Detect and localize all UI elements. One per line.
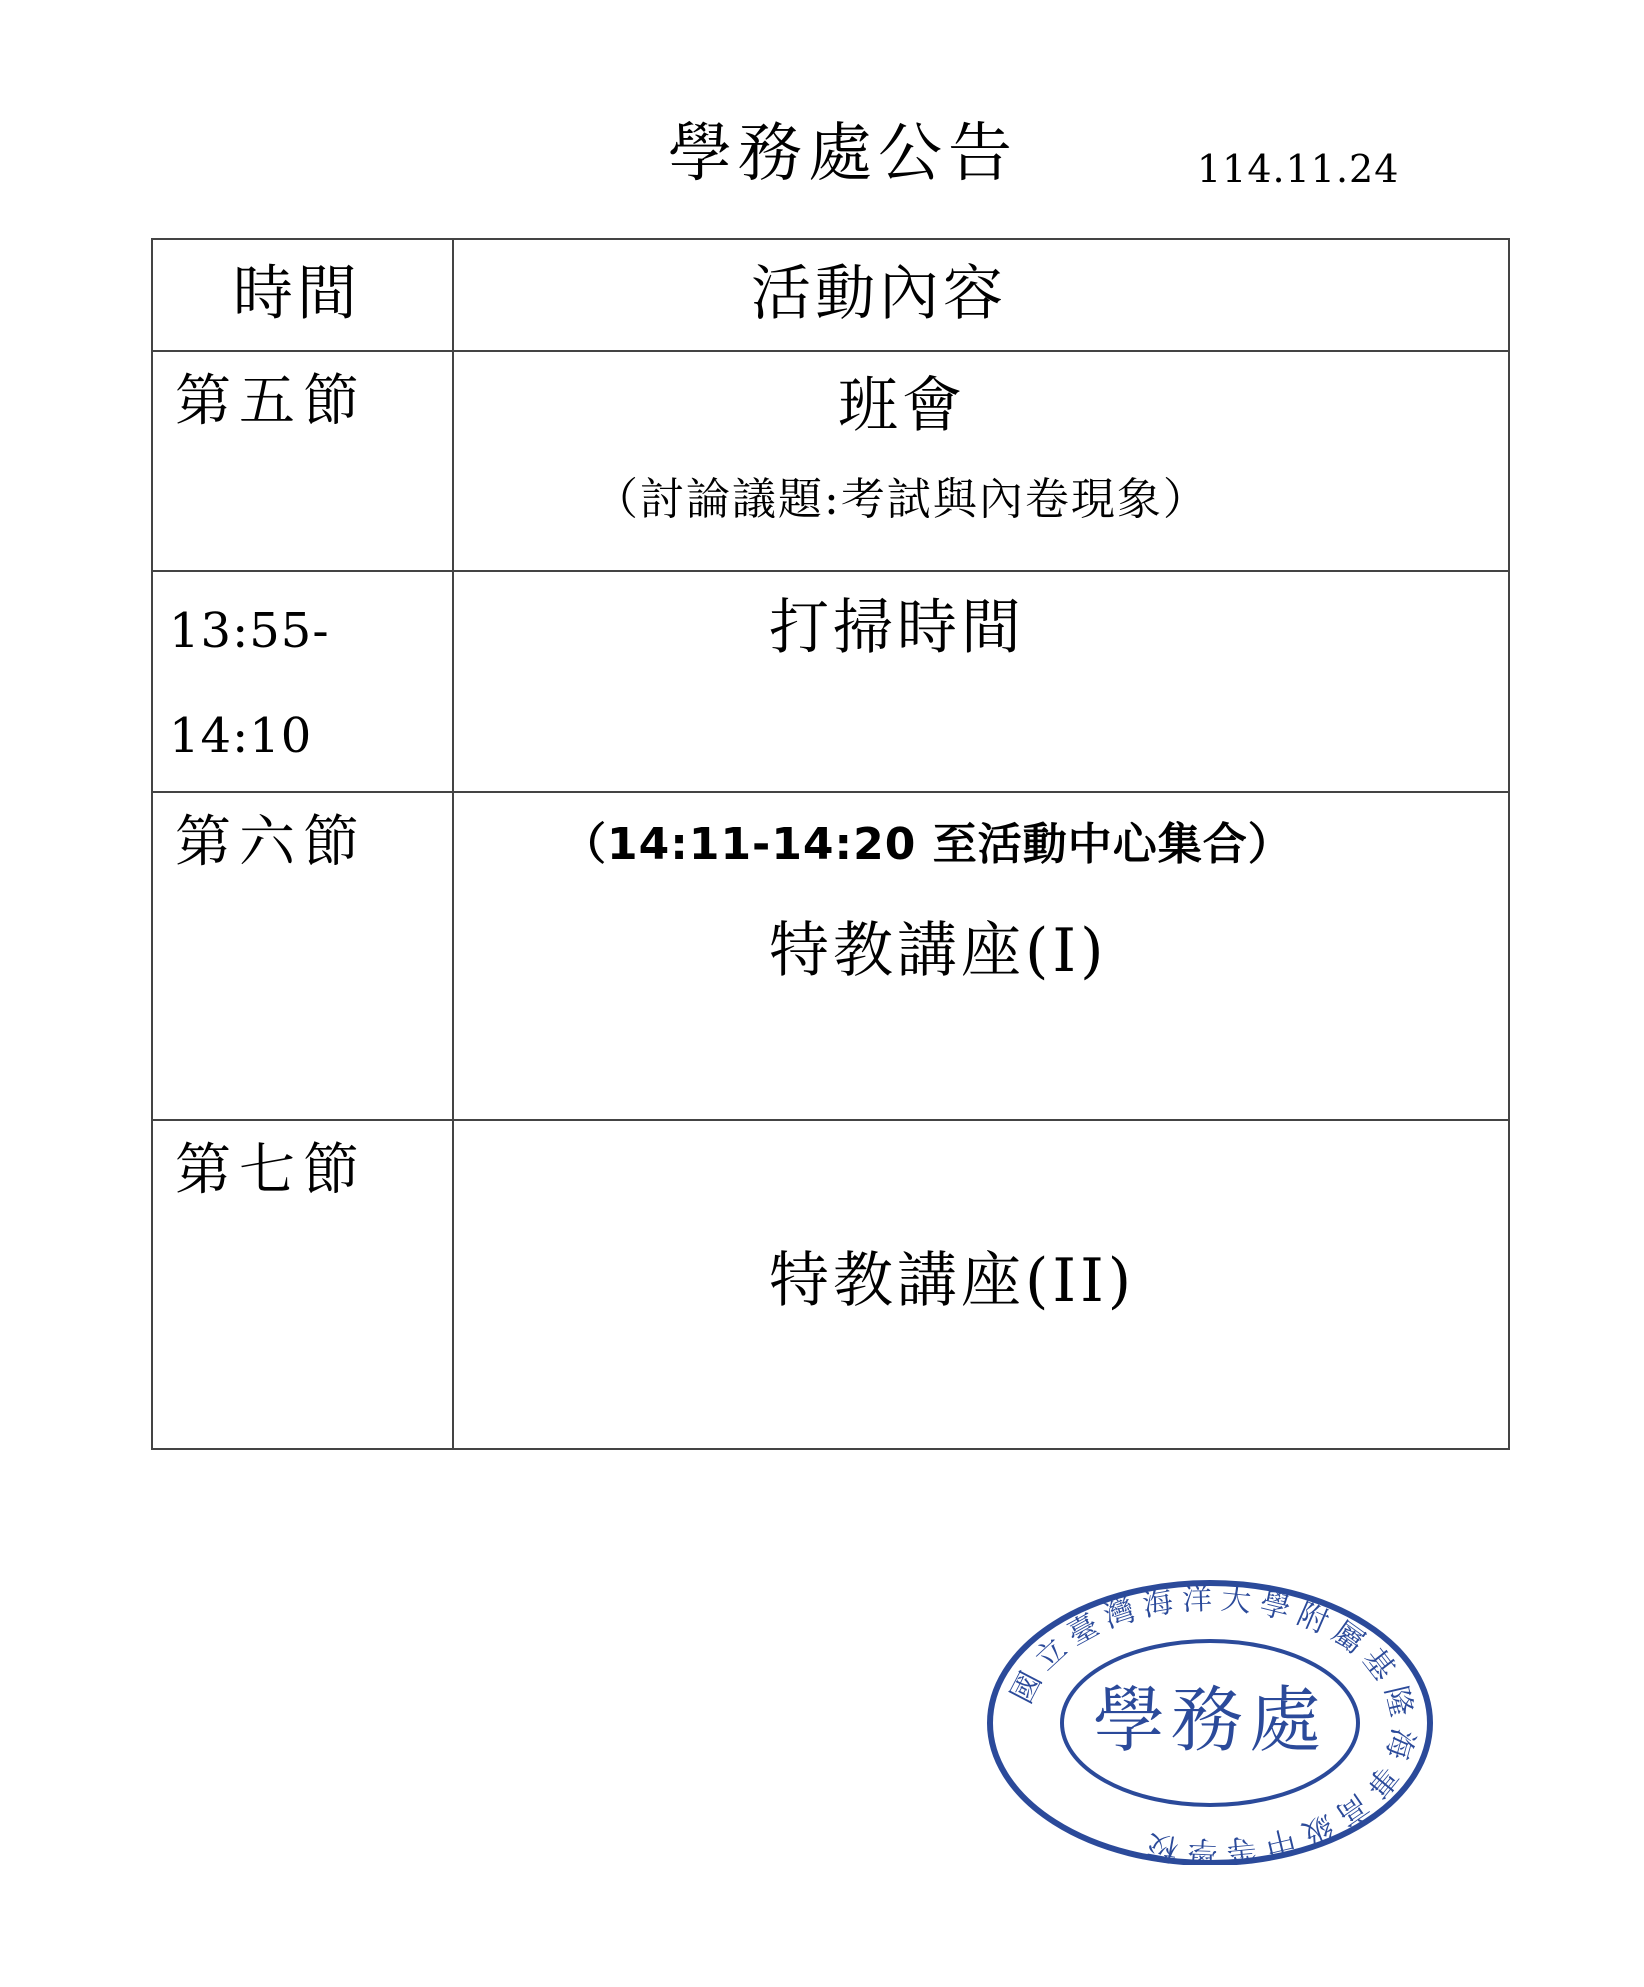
table-row xyxy=(153,793,1508,1121)
table-row xyxy=(153,572,1508,793)
announcement-title: 學務處公告 xyxy=(668,117,1018,191)
activity-label: 班會 xyxy=(838,371,966,441)
activity-label: 特教講座(Ⅰ) xyxy=(769,916,1108,986)
schedule-table xyxy=(151,238,1510,1450)
seal-ring-text: 國立臺灣海洋大學附屬基隆海事高級中等學校 xyxy=(1004,1581,1421,1865)
header-time-label: 時間 xyxy=(233,259,361,329)
discussion-topic: （討論議題:考試與內卷現象） xyxy=(594,474,1209,525)
time-cell xyxy=(153,793,452,1119)
activity-cell xyxy=(454,352,1508,570)
activity-label: 打掃時間 xyxy=(769,593,1025,663)
time-range-end: 14:10 xyxy=(169,708,313,764)
seal-center-text: 學務處 xyxy=(1092,1678,1328,1762)
header-activity-label: 活動內容 xyxy=(751,259,1007,329)
time-cell xyxy=(153,1121,452,1452)
office-seal-stamp xyxy=(984,1575,1436,1865)
time-cell xyxy=(153,572,452,791)
activity-cell xyxy=(454,793,1508,1119)
assembly-note: （14:11-14:20 至活動中心集合） xyxy=(562,819,1293,870)
period-label: 第六節 xyxy=(175,810,367,875)
activity-cell xyxy=(454,1121,1508,1452)
header-cell-activity xyxy=(454,240,1508,350)
time-range-start: 13:55- xyxy=(169,603,330,659)
period-label: 第五節 xyxy=(175,369,367,434)
period-label: 第七節 xyxy=(175,1138,367,1203)
table-row xyxy=(153,1121,1508,1452)
header-cell-time xyxy=(153,240,452,350)
announcement-date: 114.11.24 xyxy=(1197,147,1400,191)
time-cell xyxy=(153,352,452,570)
activity-cell xyxy=(454,572,1508,791)
activity-label: 特教講座(ⅠⅠ) xyxy=(769,1246,1136,1316)
table-row xyxy=(153,352,1508,572)
table-header-row xyxy=(153,240,1508,352)
